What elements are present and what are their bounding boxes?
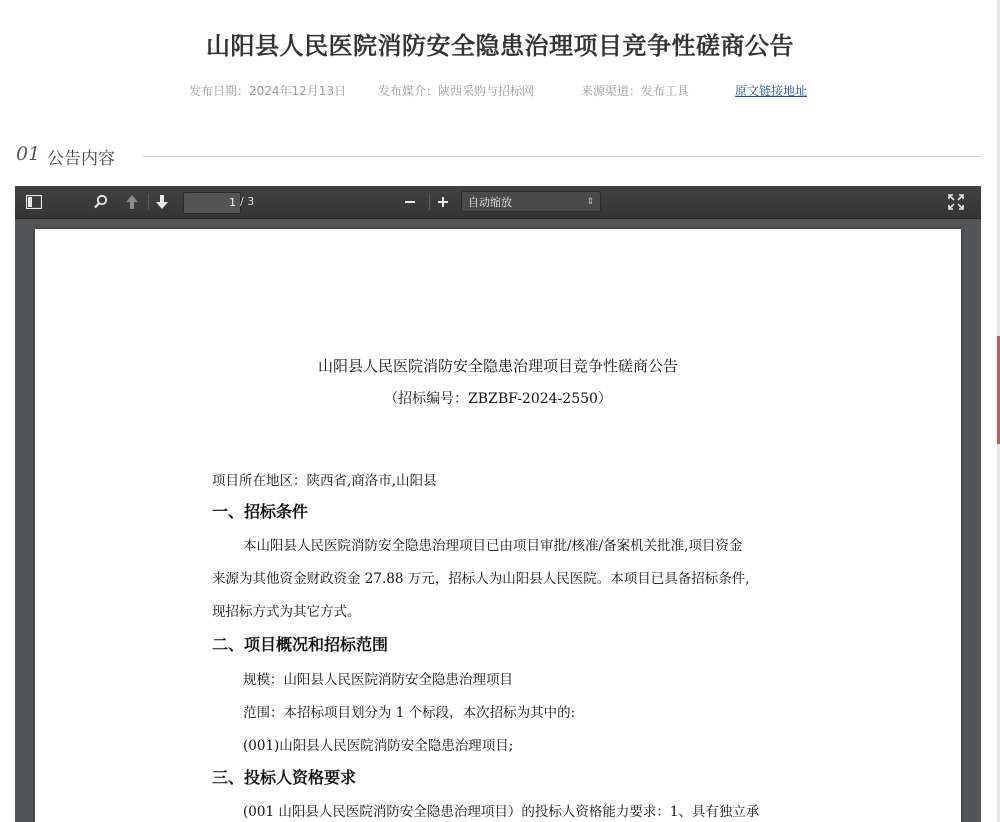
document-subtitle: （招标编号：ZBZBF-2024-2550） [384,391,612,407]
zoom-select[interactable] [461,191,601,212]
publish-date: 发布日期：2024年12月13日 [189,84,347,98]
original-link[interactable]: 原文链接地址 [735,84,808,98]
heading-bidding-conditions: 一、招标条件 [212,502,309,521]
heading-bidder-qualifications: 三、投标人资格要求 [212,768,357,787]
pdf-page [35,229,961,822]
source-channel: 来源渠道：发布工具 [581,84,690,98]
zoom-divider [429,194,430,210]
page-number-input[interactable] [183,192,241,214]
plus-icon[interactable] [433,192,453,212]
heading-project-overview: 二、项目概况和招标范围 [212,635,389,654]
pdf-viewer [15,186,981,822]
fullscreen-icon[interactable] [946,193,966,211]
meta-row [0,82,1000,98]
sidebar-toggle-icon[interactable] [25,194,43,210]
pdf-toolbar [15,186,981,219]
section-title: 公告内容 [47,149,115,169]
search-icon[interactable] [91,193,111,211]
section-header [16,143,982,169]
page-total: / 3 [240,195,255,208]
page-title: 山阳县人民医院消防安全隐患治理项目竞争性磋商公告 [206,32,794,60]
section-number: 01 [16,143,41,165]
project-scale: 规模：山阳县人民医院消防安全隐患治理项目 [243,672,513,688]
toolbar-divider [148,194,149,210]
publish-media: 发布媒介：陕西采购与招标网 [378,84,535,98]
arrow-up-icon[interactable] [122,193,142,211]
zoom-select-value: 自动缩放 [468,196,512,209]
document-title: 山阳县人民医院消防安全隐患治理项目竞争性磋商公告 [317,357,678,375]
select-arrows-icon: ⇕ [586,197,594,207]
project-region: 项目所在地区：陕西省,商洛市,山阳县 [212,473,437,489]
minus-icon[interactable] [400,192,420,212]
section-divider [143,156,982,157]
paragraph-line: 来源为其他资金财政资金 27.88 万元，招标人为山阳县人民医院。本项目已具备招标条件, [212,571,750,587]
project-lot: (001)山阳县人民医院消防安全隐患治理项目; [243,738,514,754]
paragraph-line: 本山阳县人民医院消防安全隐患治理项目已由项目审批/核准/备案机关批准,项目资金 [243,538,743,554]
arrow-down-icon[interactable] [152,193,172,211]
project-scope: 范围：本招标项目划分为 1 个标段，本次招标为其中的: [243,705,576,721]
paragraph-line: (001 山阳县人民医院消防安全隐患治理项目）的投标人资格能力要求：1、具有独立承 [243,804,760,820]
paragraph-line: 现招标方式为其它方式。 [212,604,361,620]
